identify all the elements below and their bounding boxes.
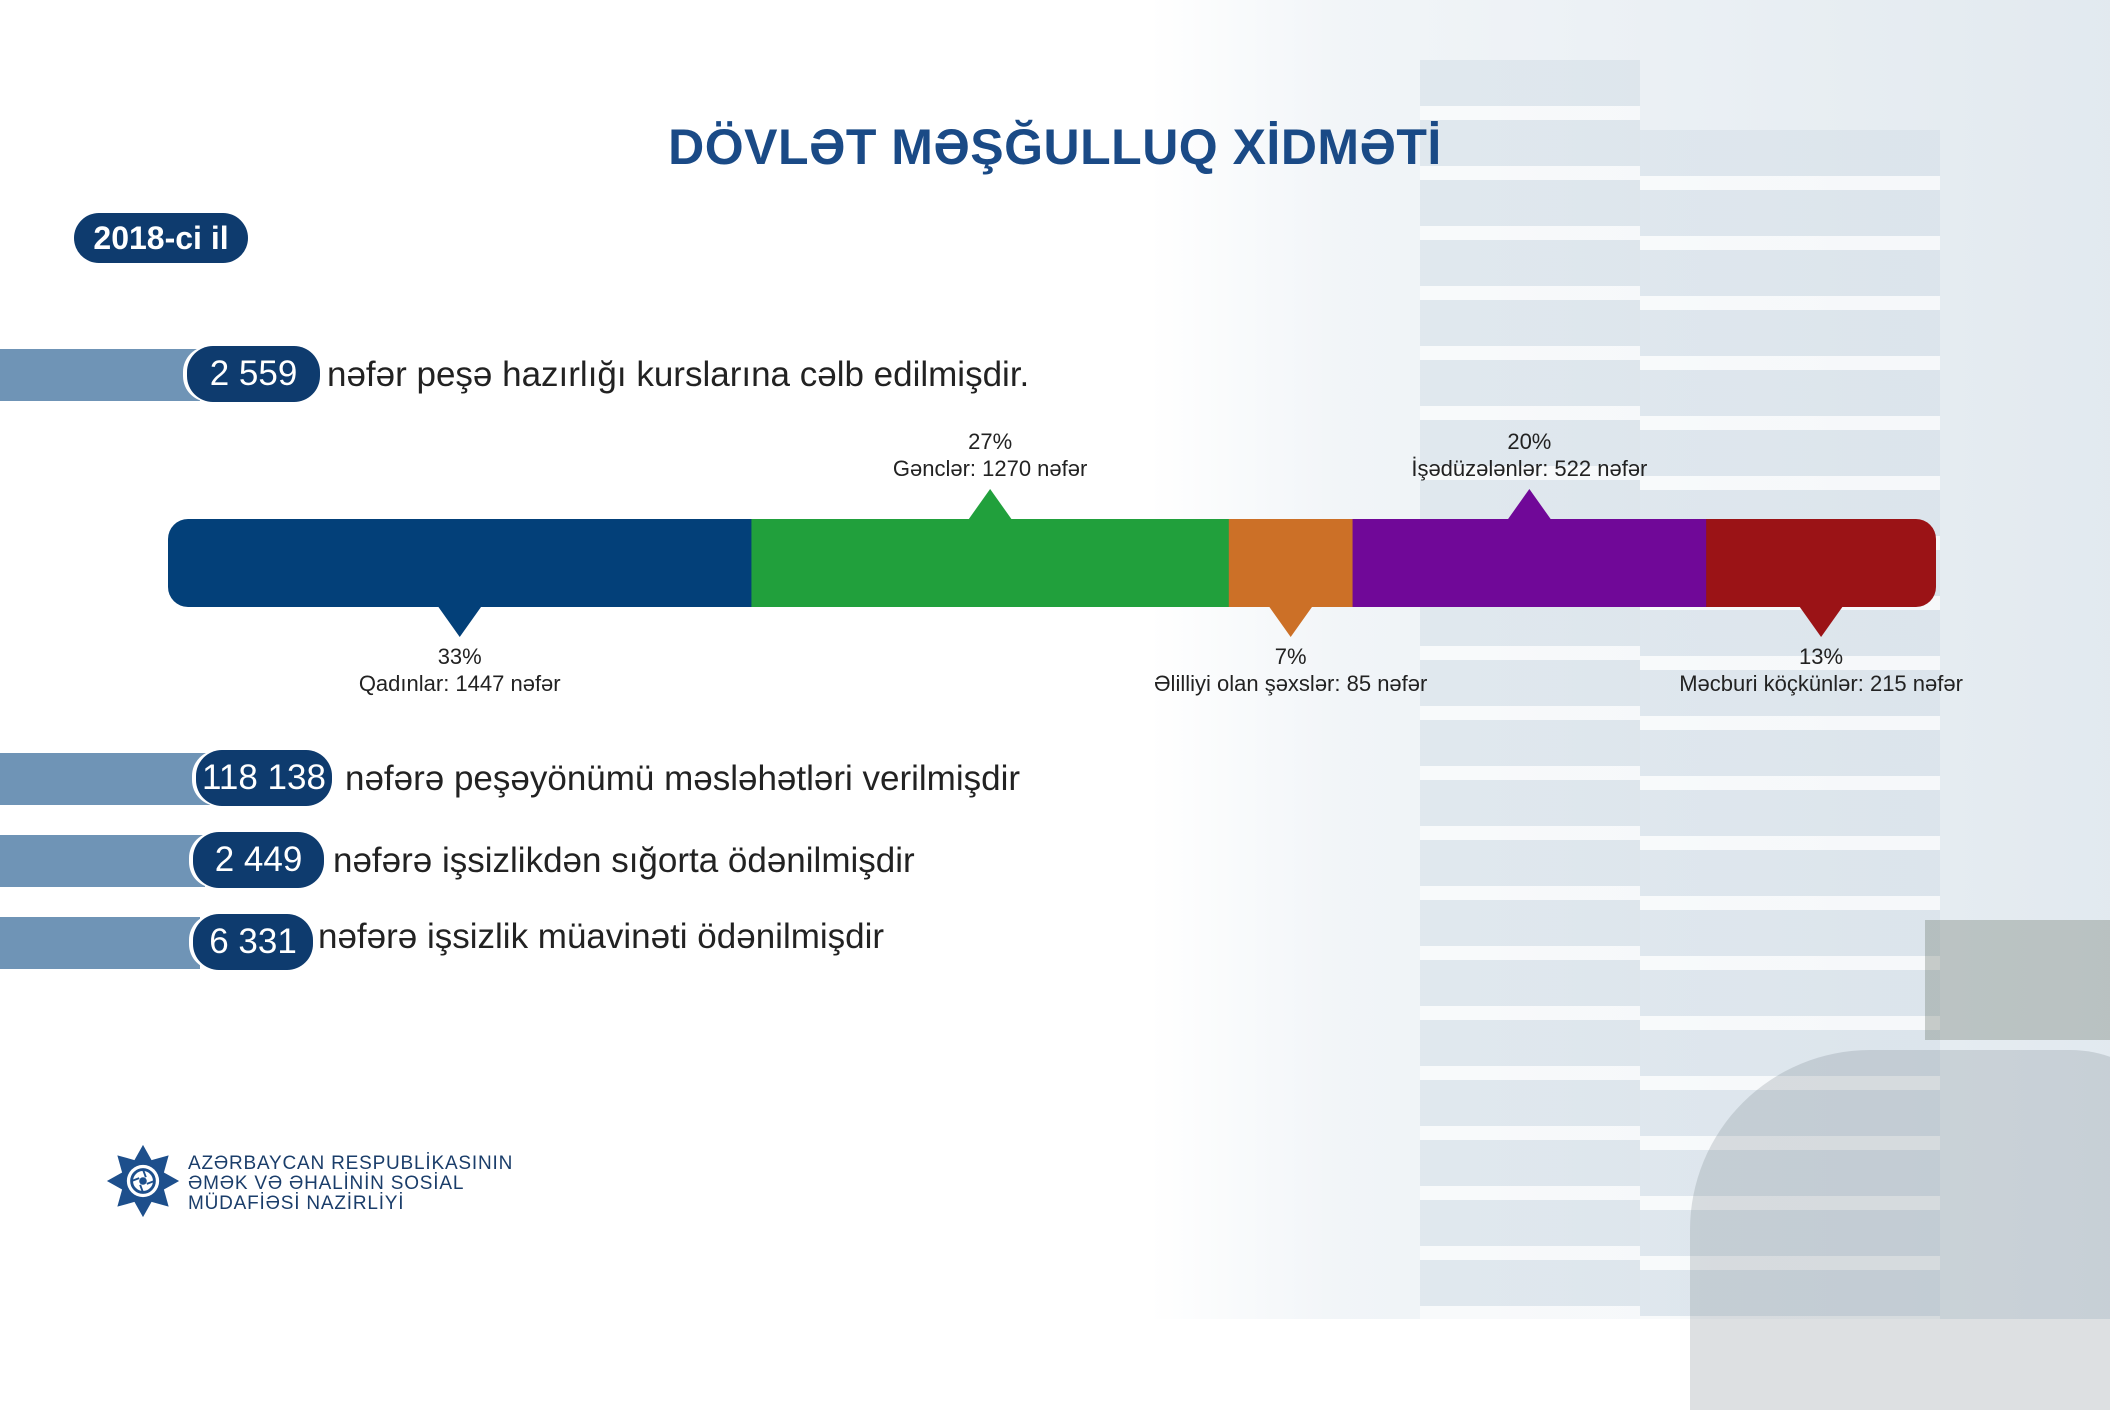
segment-label: Gənclər: 1270 nəfər [892, 456, 1088, 481]
stat-text: nəfərə peşəyönümü məsləhətləri verilmişdir [345, 759, 1021, 798]
callout-pointer [1269, 606, 1313, 637]
bar-segment [168, 519, 752, 607]
year-badge: 2018-ci il [74, 213, 248, 263]
segment-percent-label: 27% [968, 429, 1013, 454]
segment-percent-label: 7% [1274, 644, 1307, 669]
background-sign [1925, 920, 2110, 1040]
callout-pointer [1507, 489, 1551, 520]
bar-segment [1229, 519, 1353, 607]
stat-bar [0, 917, 200, 969]
segment-percent-label: 13% [1799, 644, 1844, 669]
segment-percent-label: 20% [1507, 429, 1552, 454]
ministry-name-line: MÜDAFİƏSİ NAZİRLİYİ [188, 1193, 405, 1214]
stat-bar [0, 753, 210, 805]
stat-value-badge: 2 449 [193, 832, 324, 888]
ministry-name-line: ƏMƏK VƏ ƏHALİNİN SOSİAL [188, 1173, 465, 1194]
callout-pointer [1799, 606, 1843, 637]
segment-label: Məcburi köçkünlər: 215 nəfər [1679, 671, 1963, 696]
segment-percent-label: 33% [437, 644, 482, 669]
callout-pointer [438, 606, 482, 637]
page-title: DÖVLƏT MƏŞĞULLUQ XİDMƏTİ [668, 119, 1442, 175]
ministry-logo-icon [105, 1143, 181, 1219]
stat-value-badge: 118 138 [196, 750, 332, 806]
stat-value-badge: 2 559 [187, 346, 320, 402]
callout-pointer [968, 489, 1012, 520]
stat-text: nəfər peşə hazırlığı kurslarına cəlb edilmişdir. [327, 355, 1030, 394]
bar-segment [751, 519, 1229, 607]
stat-bar [0, 835, 205, 887]
bar-segment [1706, 519, 1936, 607]
ministry-name-line: AZƏRBAYCAN RESPUBLİKASININ [188, 1153, 514, 1174]
stat-text: nəfərə işsizlikdən sığorta ödənilmişdir [333, 841, 915, 880]
stat-value-badge: 6 331 [193, 914, 313, 970]
background-car [1690, 1050, 2110, 1410]
segment-label: Əlilliyi olan şəxslər: 85 nəfər [1154, 671, 1428, 696]
segment-label: Qadınlar: 1447 nəfər [358, 671, 561, 696]
stat-text: nəfərə işsizlik müavinəti ödənilmişdir [318, 917, 885, 956]
ministry-name [188, 1154, 513, 1214]
bar-segment [1353, 519, 1707, 607]
segment-label: İşədüzələnlər: 522 nəfər [1411, 456, 1648, 481]
